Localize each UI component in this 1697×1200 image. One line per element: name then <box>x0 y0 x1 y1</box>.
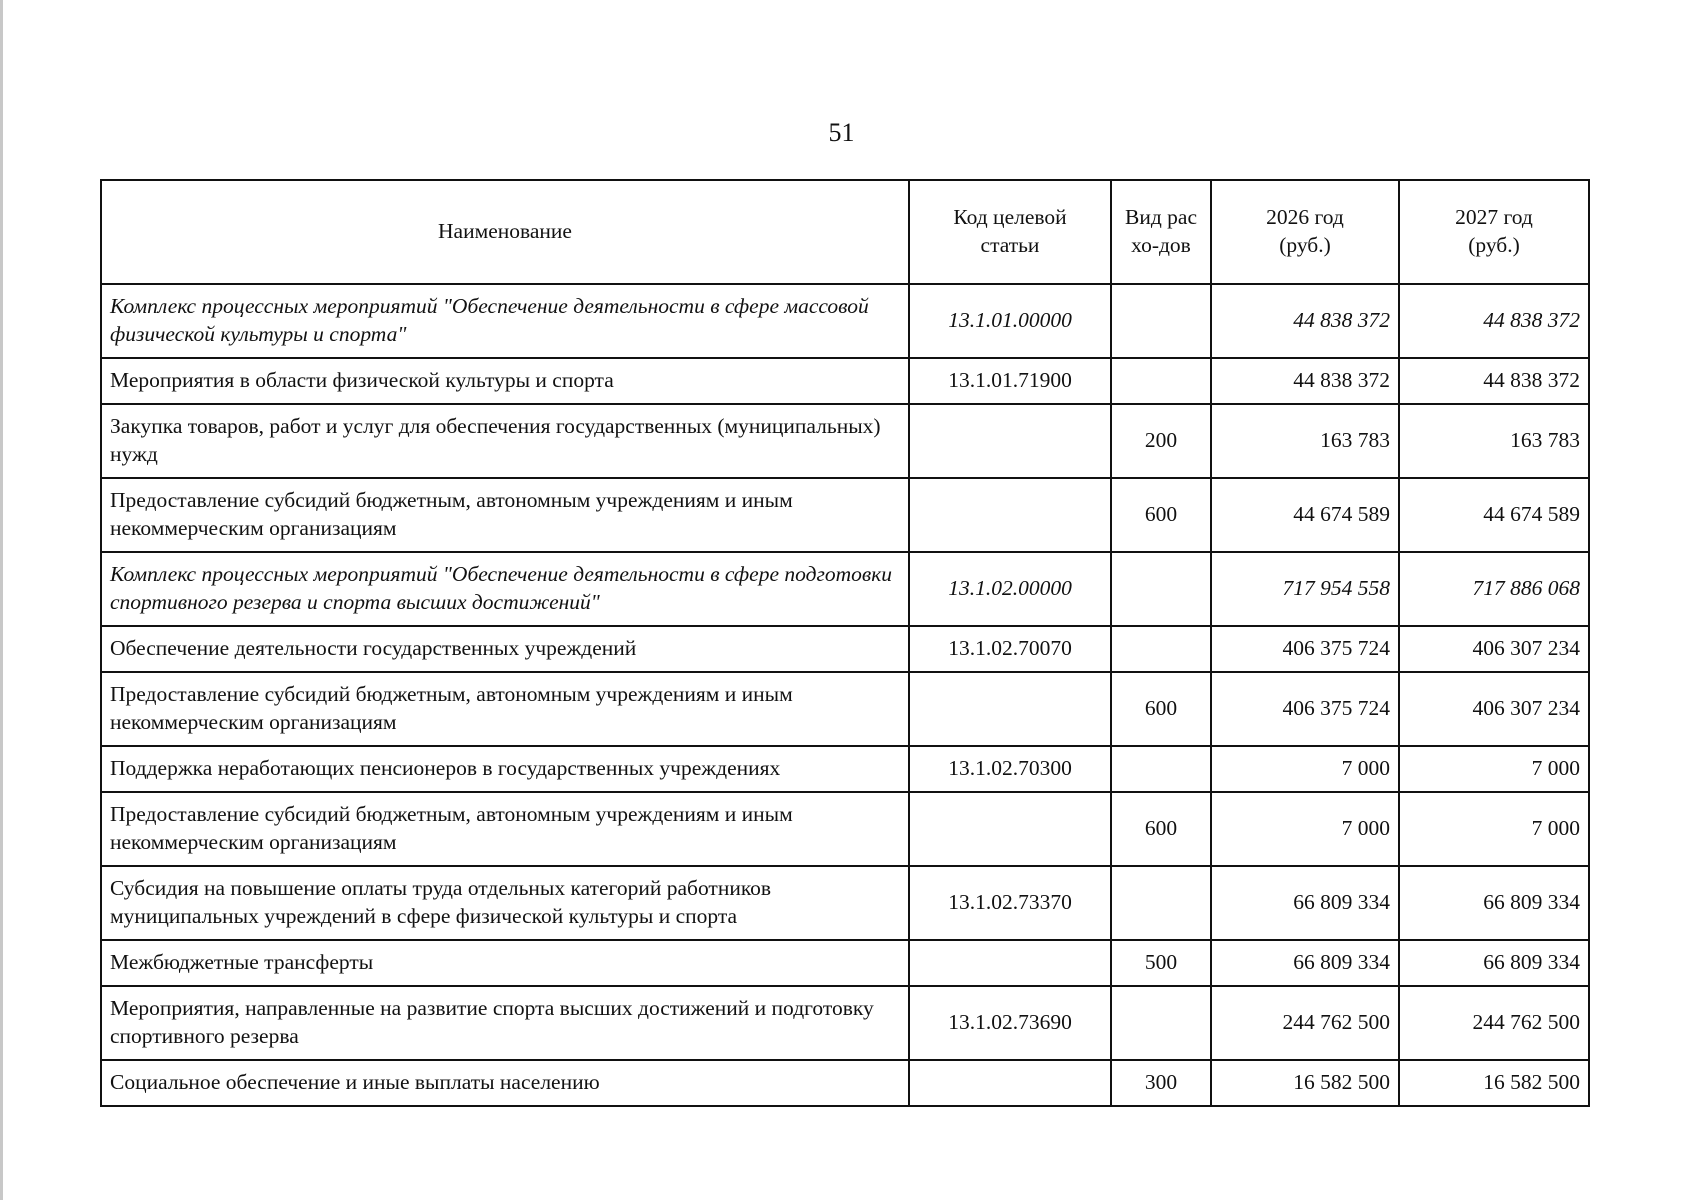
row-name: Комплекс процессных мероприятий "Обеспечение деятельности в сфере массовой физической культуры и спорта" <box>101 284 909 358</box>
row-value-2027: 66 809 334 <box>1399 940 1589 986</box>
table-row <box>101 672 1589 746</box>
row-code: 13.1.02.70070 <box>909 626 1111 672</box>
row-value-2027: 44 838 372 <box>1399 284 1589 358</box>
row-value-2026: 244 762 500 <box>1211 986 1399 1060</box>
row-code: 13.1.02.70300 <box>909 746 1111 792</box>
row-code <box>909 1060 1111 1106</box>
header-2026-text: 2026 год (руб.) <box>1266 205 1344 257</box>
row-value-2026: 7 000 <box>1211 746 1399 792</box>
row-type: 300 <box>1111 1060 1211 1106</box>
row-value-2026: 44 674 589 <box>1211 478 1399 552</box>
row-value-2027: 16 582 500 <box>1399 1060 1589 1106</box>
header-code <box>909 180 1111 284</box>
row-value-2026: 717 954 558 <box>1211 552 1399 626</box>
row-code: 13.1.02.00000 <box>909 552 1111 626</box>
table-row <box>101 746 1589 792</box>
row-type <box>1111 986 1211 1060</box>
header-type-text: Вид расхо-дов <box>1125 205 1197 257</box>
row-type: 600 <box>1111 792 1211 866</box>
row-value-2027: 244 762 500 <box>1399 986 1589 1060</box>
page-number: 51 <box>828 118 855 147</box>
row-value-2026: 406 375 724 <box>1211 626 1399 672</box>
row-value-2027: 406 307 234 <box>1399 626 1589 672</box>
row-code: 13.1.01.71900 <box>909 358 1111 404</box>
row-name: Закупка товаров, работ и услуг для обеспечения государственных (муниципальных) нужд <box>101 404 909 478</box>
row-value-2027: 66 809 334 <box>1399 866 1589 940</box>
row-value-2026: 163 783 <box>1211 404 1399 478</box>
row-name: Поддержка неработающих пенсионеров в государственных учреждениях <box>101 746 909 792</box>
row-type: 600 <box>1111 478 1211 552</box>
table-row <box>101 1060 1589 1106</box>
row-type <box>1111 626 1211 672</box>
row-value-2027: 7 000 <box>1399 746 1589 792</box>
row-type: 200 <box>1111 404 1211 478</box>
row-type: 500 <box>1111 940 1211 986</box>
header-2026 <box>1211 180 1399 284</box>
scan-edge <box>0 0 3 1200</box>
row-value-2026: 44 838 372 <box>1211 358 1399 404</box>
row-code: 13.1.02.73690 <box>909 986 1111 1060</box>
row-code: 13.1.01.00000 <box>909 284 1111 358</box>
row-value-2027: 163 783 <box>1399 404 1589 478</box>
row-type <box>1111 866 1211 940</box>
row-name: Комплекс процессных мероприятий "Обеспечение деятельности в сфере подготовки спортивного резерва и спорта высших достижений" <box>101 552 909 626</box>
table-row <box>101 626 1589 672</box>
table-row <box>101 404 1589 478</box>
table-header-row <box>101 180 1589 284</box>
row-name: Межбюджетные трансферты <box>101 940 909 986</box>
table-row <box>101 792 1589 866</box>
row-name: Предоставление субсидий бюджетным, автономным учреждениям и иным некоммерческим организациям <box>101 672 909 746</box>
header-name: Наименование <box>101 180 909 284</box>
row-code: 13.1.02.73370 <box>909 866 1111 940</box>
header-2027 <box>1399 180 1589 284</box>
row-value-2026: 66 809 334 <box>1211 940 1399 986</box>
row-value-2027: 717 886 068 <box>1399 552 1589 626</box>
row-value-2027: 7 000 <box>1399 792 1589 866</box>
row-type <box>1111 284 1211 358</box>
table-row <box>101 986 1589 1060</box>
row-type: 600 <box>1111 672 1211 746</box>
row-value-2027: 44 674 589 <box>1399 478 1589 552</box>
table-row <box>101 478 1589 552</box>
row-value-2026: 44 838 372 <box>1211 284 1399 358</box>
row-type <box>1111 552 1211 626</box>
row-code <box>909 940 1111 986</box>
row-code <box>909 404 1111 478</box>
row-name: Социальное обеспечение и иные выплаты населению <box>101 1060 909 1106</box>
row-name: Мероприятия в области физической культуры и спорта <box>101 358 909 404</box>
row-code <box>909 672 1111 746</box>
row-type <box>1111 358 1211 404</box>
row-value-2027: 44 838 372 <box>1399 358 1589 404</box>
table-row <box>101 284 1589 358</box>
table-row <box>101 940 1589 986</box>
row-value-2026: 16 582 500 <box>1211 1060 1399 1106</box>
row-name: Обеспечение деятельности государственных учреждений <box>101 626 909 672</box>
row-name: Субсидия на повышение оплаты труда отдельных категорий работников муниципальных учреждений в сфере физической культуры и спорта <box>101 866 909 940</box>
row-type <box>1111 746 1211 792</box>
header-type <box>1111 180 1211 284</box>
table-row <box>101 358 1589 404</box>
row-name: Предоставление субсидий бюджетным, автономным учреждениям и иным некоммерческим организациям <box>101 478 909 552</box>
table-row <box>101 552 1589 626</box>
budget-table <box>100 179 1590 1107</box>
row-code <box>909 792 1111 866</box>
header-2027-text: 2027 год (руб.) <box>1455 205 1533 257</box>
row-value-2027: 406 307 234 <box>1399 672 1589 746</box>
row-name: Мероприятия, направленные на развитие спорта высших достижений и подготовку спортивного резерва <box>101 986 909 1060</box>
row-code <box>909 478 1111 552</box>
row-name: Предоставление субсидий бюджетным, автономным учреждениям и иным некоммерческим организациям <box>101 792 909 866</box>
row-value-2026: 7 000 <box>1211 792 1399 866</box>
row-value-2026: 66 809 334 <box>1211 866 1399 940</box>
header-code-text: Код целевой статьи <box>953 205 1067 257</box>
table-row <box>101 866 1589 940</box>
row-value-2026: 406 375 724 <box>1211 672 1399 746</box>
